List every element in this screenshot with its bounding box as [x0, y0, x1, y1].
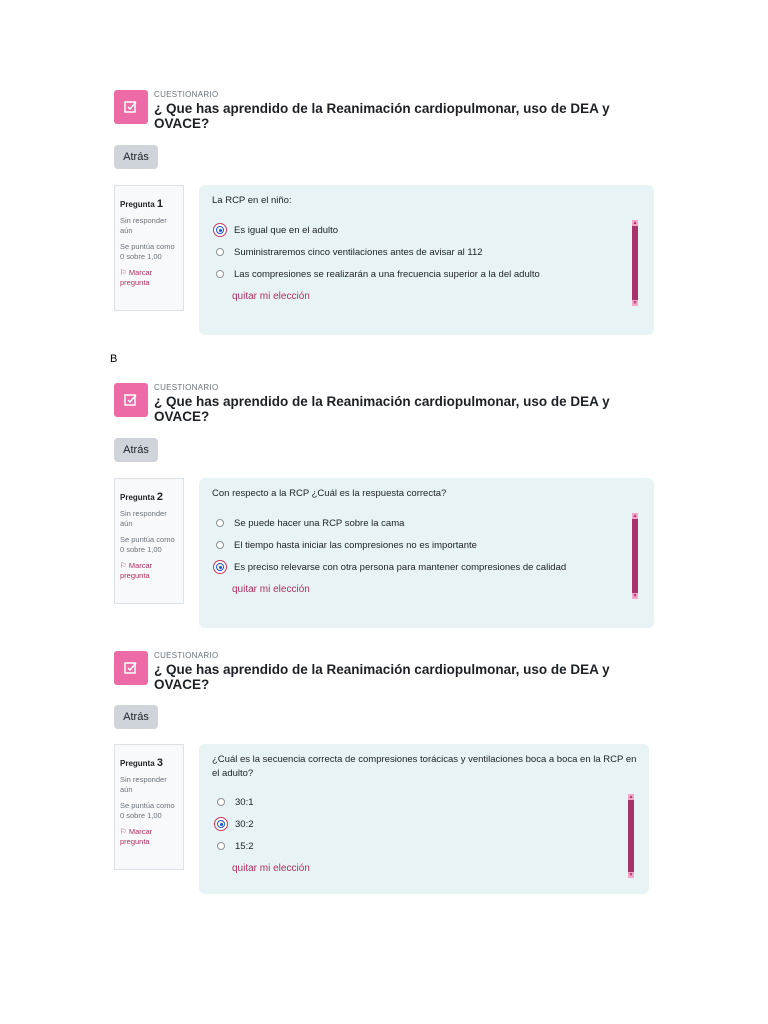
clear-choice-link[interactable]: quitar mi elección — [232, 863, 310, 874]
scrollbar[interactable] — [628, 794, 634, 878]
flag-question-link[interactable]: ⚐ Marcar pregunta — [120, 268, 153, 287]
question-number: Pregunta 3 — [120, 757, 164, 769]
quiz-edit-icon — [114, 383, 148, 417]
flag-question-link[interactable]: ⚐ Marcar pregunta — [120, 827, 153, 846]
question-text: La RCP en el niño: — [212, 195, 292, 206]
scroll-down-icon[interactable]: ▼ — [632, 593, 638, 599]
back-button[interactable]: Atrás — [114, 438, 158, 462]
answer-option[interactable]: Se puede hacer una RCP sobre la cama — [216, 515, 404, 531]
flag-icon: ⚐ — [120, 827, 127, 836]
quiz-header — [114, 383, 674, 427]
quiz-title: ¿ Que has aprendido de la Reanimación cardiopulmonar, uso de DEA y OVACE? — [154, 394, 610, 424]
question-info-panel — [114, 185, 184, 311]
question-score: Se puntúa como 0 sobre 1,00 — [120, 535, 175, 554]
question-panel — [199, 744, 649, 894]
back-button[interactable]: Atrás — [114, 145, 158, 169]
radio-button[interactable] — [216, 248, 224, 256]
answer-option[interactable]: 15:2 — [217, 838, 254, 854]
answer-option[interactable]: 30:2 — [217, 816, 254, 832]
scrollbar[interactable] — [632, 513, 638, 599]
clear-choice-link[interactable]: quitar mi elección — [232, 291, 310, 302]
radio-button[interactable] — [217, 798, 225, 806]
question-info-panel — [114, 744, 184, 870]
radio-button[interactable] — [216, 226, 224, 234]
back-button[interactable]: Atrás — [114, 705, 158, 729]
scroll-up-icon[interactable]: ▲ — [632, 513, 638, 519]
answer-option[interactable]: Suministraremos cinco ventilaciones antes de avisar al 112 — [216, 244, 483, 260]
module-label: CUESTIONARIO — [154, 90, 219, 99]
radio-button[interactable] — [216, 541, 224, 549]
flag-icon: ⚐ — [120, 561, 127, 570]
separator-letter: B — [110, 353, 118, 365]
answer-option[interactable]: Es preciso relevarse con otra persona para mantener compresiones de calidad — [216, 559, 566, 575]
quiz-title: ¿ Que has aprendido de la Reanimación cardiopulmonar, uso de DEA y OVACE? — [154, 662, 610, 692]
question-text: ¿Cuál es la secuencia correcta de compresiones torácicas y ventilaciones boca a boca en la RCP en el adulto? — [212, 754, 637, 779]
scroll-down-icon[interactable]: ▼ — [632, 300, 638, 306]
scroll-up-icon[interactable]: ▲ — [628, 794, 634, 800]
quiz-edit-icon — [114, 651, 148, 685]
question-status: Sin responder aún — [120, 509, 167, 528]
question-score: Se puntúa como 0 sobre 1,00 — [120, 801, 175, 820]
radio-button[interactable] — [217, 820, 225, 828]
question-info-panel — [114, 478, 184, 604]
radio-button[interactable] — [216, 270, 224, 278]
scroll-down-icon[interactable]: ▼ — [628, 872, 634, 878]
module-label: CUESTIONARIO — [154, 383, 219, 392]
answer-option[interactable]: Las compresiones se realizarán a una frecuencia superior a la del adulto — [216, 266, 540, 282]
radio-button[interactable] — [217, 842, 225, 850]
question-status: Sin responder aún — [120, 216, 167, 235]
scrollbar[interactable] — [632, 220, 638, 306]
radio-button[interactable] — [216, 563, 224, 571]
question-number: Pregunta 1 — [120, 198, 164, 210]
quiz-edit-icon — [114, 90, 148, 124]
quiz-title: ¿ Que has aprendido de la Reanimación cardiopulmonar, uso de DEA y OVACE? — [154, 101, 610, 131]
clear-choice-link[interactable]: quitar mi elección — [232, 584, 310, 595]
question-panel — [199, 185, 654, 335]
answer-option[interactable]: Es igual que en el adulto — [216, 222, 338, 238]
question-score: Se puntúa como 0 sobre 1,00 — [120, 242, 175, 261]
answer-option[interactable]: El tiempo hasta iniciar las compresiones no es importante — [216, 537, 477, 553]
radio-button[interactable] — [216, 519, 224, 527]
quiz-header — [114, 90, 674, 134]
question-status: Sin responder aún — [120, 775, 167, 794]
question-number: Pregunta 2 — [120, 491, 164, 503]
quiz-header — [114, 651, 674, 695]
scroll-up-icon[interactable]: ▲ — [632, 220, 638, 226]
question-text: Con respecto a la RCP ¿Cuál es la respuesta correcta? — [212, 488, 447, 499]
question-panel — [199, 478, 654, 628]
flag-icon: ⚐ — [120, 268, 127, 277]
module-label: CUESTIONARIO — [154, 651, 219, 660]
answer-option[interactable]: 30:1 — [217, 794, 254, 810]
flag-question-link[interactable]: ⚐ Marcar pregunta — [120, 561, 153, 580]
